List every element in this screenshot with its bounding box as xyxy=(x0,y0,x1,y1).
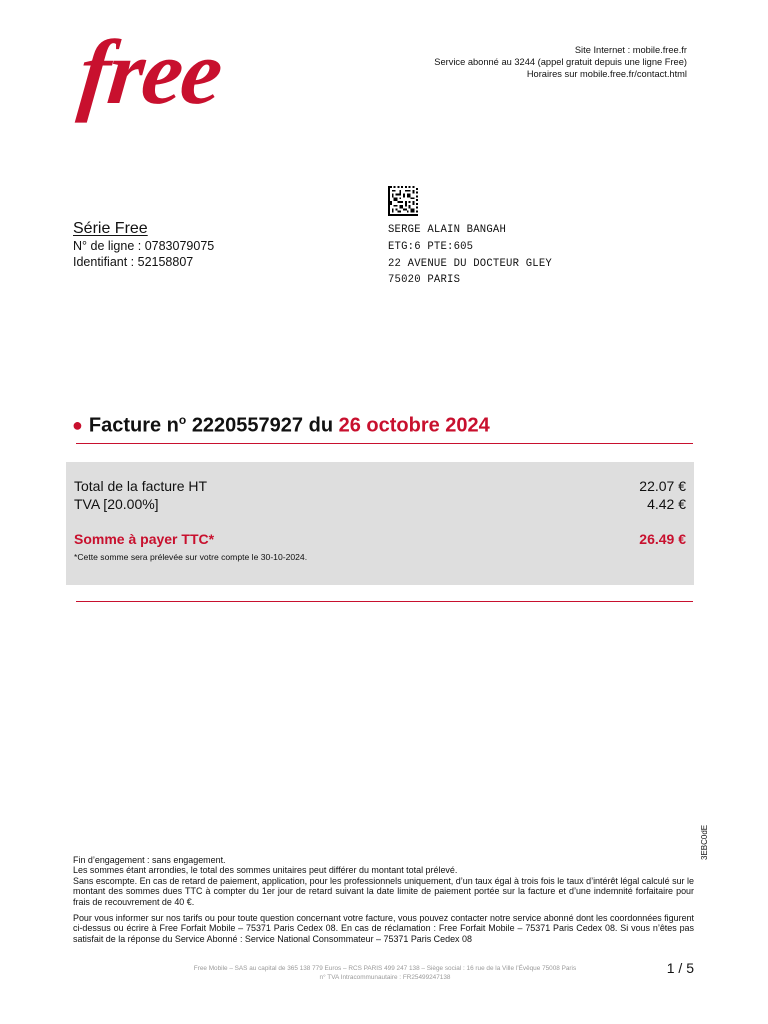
contact-hours: Horaires sur mobile.free.fr/contact.html xyxy=(526,69,687,80)
contact-website: Site Internet : mobile.free.fr xyxy=(574,45,687,55)
summary-row-tva xyxy=(74,496,686,513)
free-logo: free xyxy=(74,21,226,123)
vertical-code: 3EBC0dE xyxy=(700,824,709,860)
invoice-summary xyxy=(66,462,694,585)
due-value: 26.49 € xyxy=(639,531,686,547)
subscriber-info xyxy=(73,219,214,270)
footer-terms xyxy=(73,855,694,944)
divider-top xyxy=(76,443,693,444)
debit-note: *Cette somme sera prélevée sur votre compte le 30-10-2024. xyxy=(74,552,308,562)
tva-value: 4.42 € xyxy=(647,496,686,512)
line-number: N° de ligne : 0783079075 xyxy=(73,239,215,253)
recipient-address xyxy=(388,222,552,289)
invoice-label: Facture n xyxy=(88,414,179,437)
legal-line: Free Mobile – SAS au capital de 365 138 779 Euros – RCS PARIS 499 247 138 – Siège social : 16 rue de la Ville l’Évêque 75008 Paris xyxy=(193,965,577,972)
address-line: SERGE ALAIN BANGAH xyxy=(388,224,507,236)
contact-block xyxy=(347,44,687,81)
footer-line: Les sommes étant arrondies, le total des sommes unitaires peut différer du montant total prélevé. xyxy=(73,865,458,876)
bullet-icon: ● xyxy=(72,414,83,435)
address-line: 22 AVENUE DU DOCTEUR GLEY xyxy=(388,257,552,270)
ht-value: 22.07 € xyxy=(639,478,686,494)
invoice-du: du xyxy=(308,414,334,437)
tva-label: TVA [20.00%] xyxy=(74,496,159,512)
address-line: ETG:6 PTE:605 xyxy=(388,240,474,253)
footer-line: Fin d’engagement : sans engagement. xyxy=(73,855,226,865)
invoice-number: 2220557927 xyxy=(191,414,304,437)
datamatrix-code xyxy=(388,186,418,216)
summary-row-ht xyxy=(74,478,686,495)
serie-label: Série Free xyxy=(73,220,148,237)
invoice-title xyxy=(72,406,490,440)
footer-info: Pour vous informer sur nos tarifs ou pour toute question concernant votre facture, vous pouvez contacter notre service abonné dont les coordonnées figurent ci-dessus ou écrire à Free Forfait Mobile – 75371 Paris Cedex 08. En cas de réclamation : Free Forfait Mobile – 75371 Paris Cedex 08. Si vous n’êtes pas satisfait de la réponse du Service Abonné : Service National Consommateur – 75371 Paris Cedex 08 xyxy=(73,913,694,944)
page-number: 1 / 5 xyxy=(666,960,694,976)
invoice-date: 26 octobre 2024 xyxy=(338,414,490,437)
address-line: 75020 PARIS xyxy=(388,274,461,287)
account-identifier: Identifiant : 52158807 xyxy=(73,254,194,269)
footer-line: Sans escompte. En cas de retard de paiement, application, pour les professionnels uniquement, d’un taux égal à trois fois le taux d’intérêt légal calculé sur le montant des sommes dues TTC à compter du 1er jour de retard suivant la date limite de paiement portée sur la facture et d’une indemnité forfaitaire pour frais de recouvrement de 40 €. xyxy=(73,875,694,907)
divider-bottom xyxy=(76,601,693,602)
due-label: Somme à payer TTC* xyxy=(74,531,215,547)
contact-service: Service abonné au 3244 (appel gratuit depuis une ligne Free) xyxy=(434,57,687,68)
invoice-no-superscript: o xyxy=(178,413,187,427)
summary-row-due xyxy=(74,531,686,548)
ht-label: Total de la facture HT xyxy=(74,478,208,494)
legal-mentions xyxy=(150,964,620,982)
legal-line: n° TVA Intracommunautaire : FR25499247138 xyxy=(319,974,451,981)
